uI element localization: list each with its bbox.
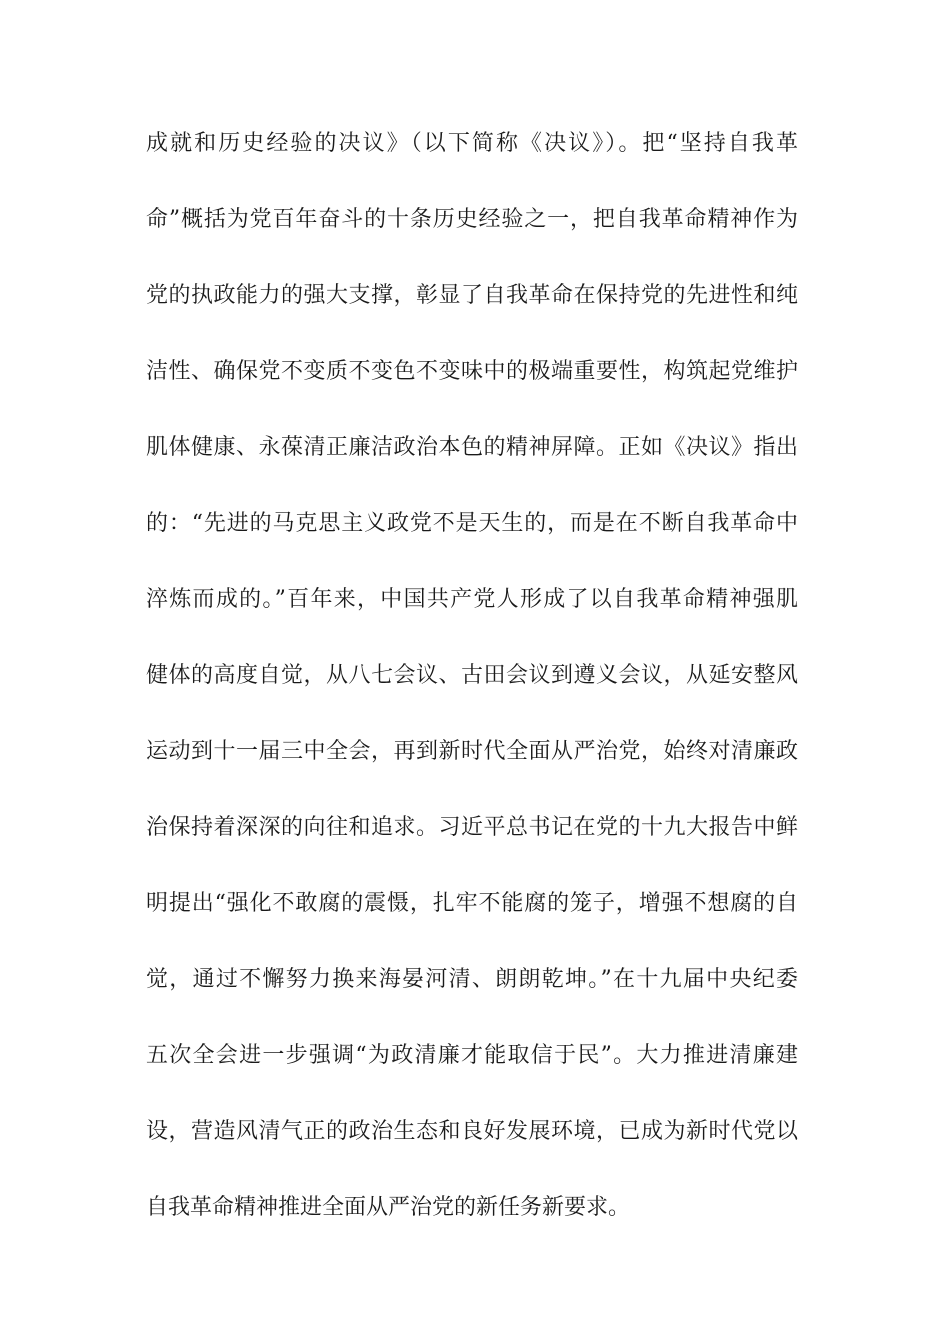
text-line: 明提出“强化不敢腐的震慑，扎牢不能腐的笼子，增强不想腐的自 [146,891,798,916]
text-line: 健体的高度自觉，从八七会议、古田会议到遵义会议，从延安整风 [146,663,798,688]
text-line: 洁性、确保党不变质不变色不变味中的极端重要性，构筑起党维护 [146,359,798,384]
text-line: 命”概括为党百年奋斗的十条历史经验之一，把自我革命精神作为 [146,207,798,232]
text-line: 的：“先进的马克思主义政党不是天生的，而是在不断自我革命中 [146,511,798,536]
body-paragraph [146,128,798,1268]
text-line: 成就和历史经验的决议》（以下简称《决议》）。把“坚持自我革 [146,131,798,156]
text-line: 设，营造风清气正的政治生态和良好发展环境，已成为新时代党以 [146,1119,798,1144]
text-line: 肌体健康、永葆清正廉洁政治本色的精神屏障。正如《决议》指出 [146,435,798,460]
text-line: 党的执政能力的强大支撑，彰显了自我革命在保持党的先进性和纯 [146,283,798,308]
text-line: 五次全会进一步强调“为政清廉才能取信于民”。大力推进清廉建 [146,1043,798,1068]
text-line: 运动到十一届三中全会，再到新时代全面从严治党，始终对清廉政 [146,739,798,764]
text-line: 自我革命精神推进全面从严治党的新任务新要求。 [146,1195,631,1220]
text-line: 治保持着深深的向往和追求。习近平总书记在党的十九大报告中鲜 [146,815,798,840]
text-line: 觉，通过不懈努力换来海晏河清、朗朗乾坤。”在十九届中央纪委 [146,967,798,992]
text-line: 淬炼而成的。”百年来，中国共产党人形成了以自我革命精神强肌 [146,587,798,612]
